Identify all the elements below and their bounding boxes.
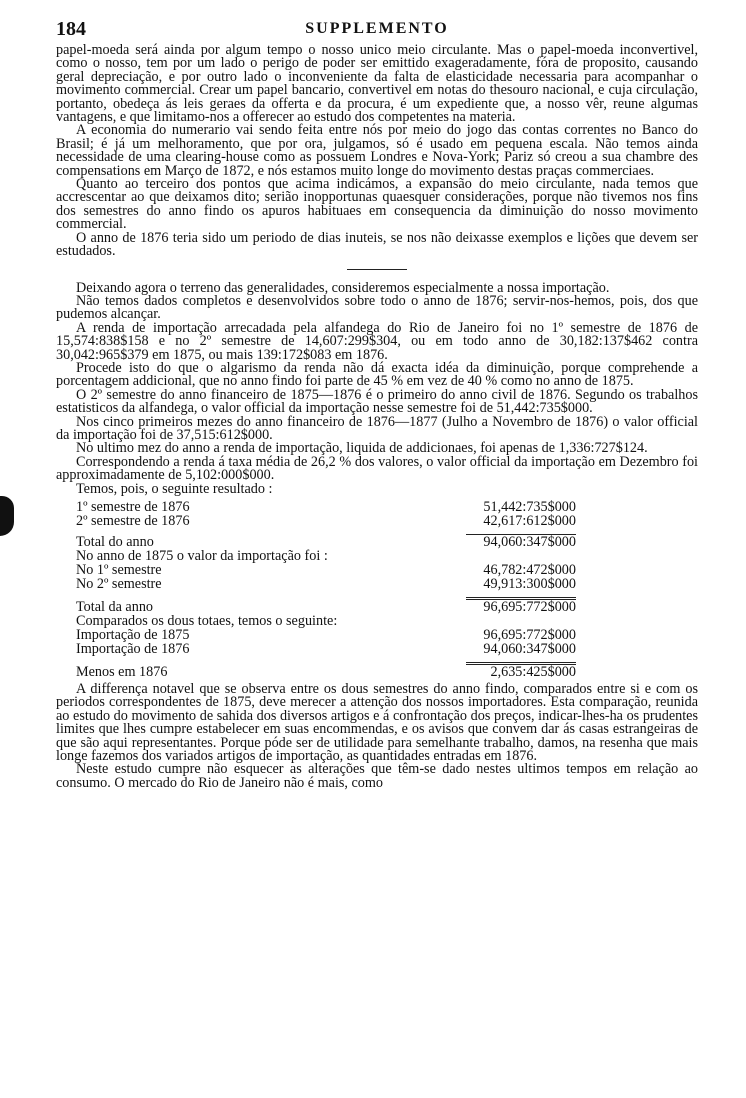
row-label: Importação de 1876 — [76, 641, 190, 657]
document-page — [56, 18, 698, 790]
row-value: 96,695:772$000 — [466, 599, 576, 615]
row-label: No anno de 1875 o valor da importação foi : — [76, 548, 328, 564]
paragraph: Correspondendo a renda á taxa média de 26,2 % dos valores, o valor official da importação em Dezembro foi approximadamente de 5,102:000$000. — [56, 453, 698, 484]
paragraph: Deixando agora o terreno das generalidades, consideremos especialmente a nossa importação. — [76, 279, 610, 296]
paragraph: Temos, pois, o seguinte resultado : — [76, 480, 273, 497]
table-row — [76, 500, 576, 514]
table-row — [76, 628, 576, 642]
table-row — [76, 535, 576, 550]
paragraph: O 2º semestre do anno financeiro de 1875—1876 é o primeiro do anno civil de 1876. Segundo os trabalhos estatisticos da alfandega, o valor official da importação nesse semestre foi de 51,442:735$000. — [56, 386, 698, 417]
row-value: 49,913:300$000 — [483, 576, 576, 592]
row-label: 2º semestre de 1876 — [76, 513, 190, 529]
paragraph: No ultimo mez do anno a renda de importação, liquida de addicionaes, foi apenas de 1,336:727$124. — [76, 440, 648, 457]
row-label: Menos em 1876 — [76, 664, 168, 680]
import-summary-table — [76, 500, 576, 679]
section-divider — [347, 269, 407, 270]
table-row — [76, 664, 576, 680]
paragraph: Quanto ao terceiro dos pontos que acima indicámos, a expansão do meio circulante, nada temos que accrescentar ao que deixamos dito; serião inopportunas quaesquer considerações, porque não tivemos nos fins dos semestres do anno findo os apuros habituaes em consequencia da diminuição do nosso movimento commercial. — [56, 176, 698, 233]
table-row — [76, 614, 576, 628]
row-label: No 1º semestre — [76, 562, 162, 578]
paragraph: A differença notavel que se observa entre os dous semestres do anno findo, comparados entre si e com os periodos correspondentes de 1875, deve merecer a attenção dos nossos importadores. Esta comparação, reunida ao estudo do movimento de sahida dos diversos artigos e á confrontação dos preços, indicar-lhes-ha os prudentes limites que lhes cumpre estabelecer em suas encommendas, e os avisos que convem dar ás casas estrangeiras de que são aqui representantes. Porque póde ser de utilidade para semelhante trabalho, damos, na resenha que mais longe fazemos dos variados artigos de importação, as quantidades entradas em 1876. — [56, 681, 698, 765]
row-label: No 2º semestre — [76, 576, 162, 592]
paragraph: Nos cinco primeiros mezes do anno financeiro de 1876—1877 (Julho a Novembro de 1876) o valor official da importação foi de 37,515:612$000. — [56, 413, 698, 443]
table-row — [76, 642, 576, 656]
table-row — [76, 514, 576, 528]
table-row — [76, 577, 576, 591]
margin-ink-blot — [0, 496, 14, 536]
table-row — [76, 599, 576, 615]
table-row — [76, 563, 576, 577]
paragraph: O anno de 1876 teria sido um periodo de dias inuteis, se nos não deixasse exemplos e lições que devem ser estudados. — [56, 229, 698, 260]
paragraph: Não temos dados completos e desenvolvidos sobre todo o anno de 1876; servir-nos-hemos, pois, dos que pudemos alcançar. — [56, 292, 698, 323]
row-value: 2,635:425$000 — [466, 664, 576, 680]
paragraph: Procede isto do que o algarismo da renda não dá exacta idéa da diminuição, porque comprehende a porcentagem addicional, que no anno findo foi parte de 45 % em vez de 40 % como no anno de 1875. — [56, 359, 698, 390]
row-label: Importação de 1875 — [76, 627, 190, 643]
row-label: Comparados os dous totaes, temos o seguinte: — [76, 613, 338, 629]
row-value: 94,060:347$000 — [483, 641, 576, 657]
paragraph: A economia do numerario vai sendo feita entre nós por meio do jogo das contas correntes no Banco do Brasil; é já um melhoramento, que por ora, julgamos, só é usado em pequena escala. Não temos ainda necessidade de uma clearing-house como as possuem Londres e Nova-York; Pariz só creou a sua chambre des compensations em Março de 1872, e nós estamos muito longe do movimento destas praças commerciaes. — [56, 122, 698, 179]
row-value: 96,695:772$000 — [483, 627, 576, 643]
row-label: Total do anno — [76, 534, 154, 550]
running-title: SUPPLEMENTO — [305, 20, 449, 37]
row-value: 94,060:347$000 — [466, 535, 576, 550]
page-number: 184 — [56, 18, 86, 40]
paragraph: Neste estudo cumpre não esquecer as alterações que têm-se dado nestes ultimos tempos em relação ao consumo. O mercado do Rio de Janeiro não é mais, como — [56, 761, 698, 791]
row-label: Total da anno — [76, 599, 154, 615]
row-value: 42,617:612$000 — [483, 513, 576, 529]
paragraph: papel-moeda será ainda por algum tempo o nosso unico meio circulante. Mas o papel-moeda inconvertivel, como o nosso, tem por um lado o perigo de poder ser emittido exageradamente, fóra de proposito, causando geral depreciação, e por outro lado o inconveniente da falta de elasticidade necessaria para acompanhar o movimento commercial. Crear um papel bancario, convertivel em notas do thesouro nacional, e cuja circulação, portanto, obedeça ás leis geraes da offerta e da procura, é um expediente que, a nosso vêr, reune algumas vantagens, e que limitamo-nos a offerecer ao estudo dos competentes na materia. — [56, 42, 698, 126]
row-value: 46,782:472$000 — [483, 562, 576, 578]
row-value: 51,442:735$000 — [483, 499, 576, 515]
table-row — [76, 549, 576, 563]
paragraph: A renda de importação arrecadada pela alfandega do Rio de Janeiro foi no 1º semestre de 1876 de 15,574:838$158 e no 2º semestre de 14,607:299$304, ou em todo anno de 30,182:137$462 contra 30,042:965$379 em 1875, ou mais 139:172$083 em 1876. — [56, 319, 698, 363]
row-label: 1º semestre de 1876 — [76, 499, 190, 515]
page-header — [56, 18, 698, 44]
